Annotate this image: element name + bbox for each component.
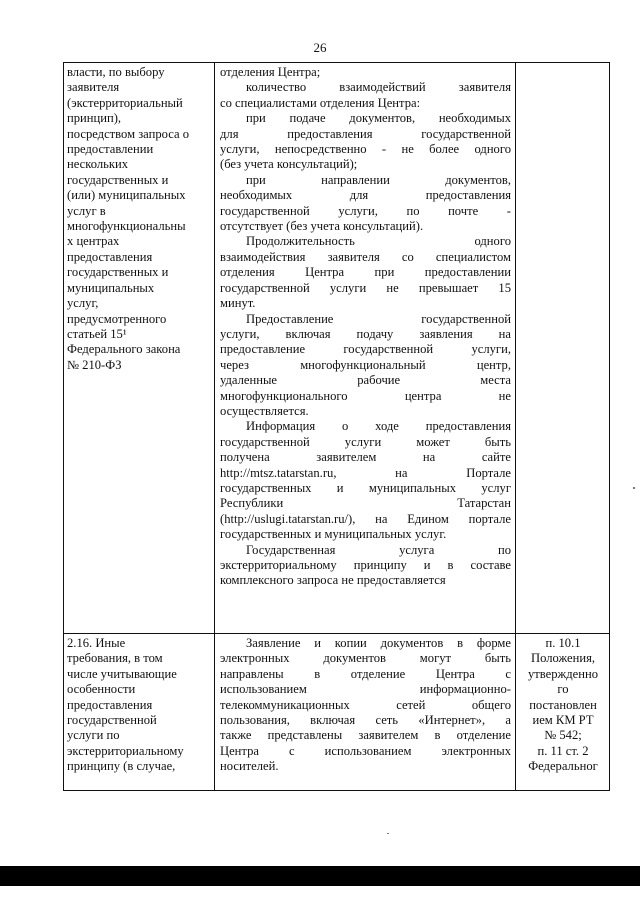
content-paragraph (220, 111, 511, 173)
table-row (64, 63, 610, 634)
content-line: экстерриториальному принципу и в составе (220, 558, 511, 572)
content-line: при подаче документов, необходимых (246, 111, 511, 126)
content-line: предоставление государственной услуги, (220, 342, 511, 357)
reference-line: ием КМ РТ (532, 713, 594, 728)
requirement-line: (или) муниципальных (67, 188, 186, 203)
requirement-line: принципу (в случае, (67, 759, 176, 774)
content-line: комплексного запроса не предоставляется (220, 573, 446, 588)
reference-line: постановлен (529, 697, 597, 712)
requirement-line: услуг, (67, 296, 99, 311)
page-number: 26 (313, 40, 327, 55)
content-line: Центра с использованием электронных (220, 743, 511, 758)
content-line: через многофункциональный центр, (220, 357, 511, 372)
content-line: Предоставление государственной (246, 311, 511, 326)
scan-border (0, 866, 640, 886)
content-line: количество взаимодействий заявителя (246, 80, 511, 95)
content-line: пользования, включая сеть «Интернет», а (220, 713, 511, 728)
content-paragraph (220, 543, 511, 589)
content-line: услуги, включая подачу заявления на (220, 326, 511, 341)
reference-line: Положения, (530, 651, 596, 666)
content-line: носителей. (220, 759, 279, 774)
content-line: взаимодействия заявителя со специалистом (220, 249, 511, 264)
content-line: направлены в отделение Центра с (220, 666, 511, 681)
content-paragraph (220, 636, 511, 775)
content-line: также представлены заявителем в отделение (220, 728, 511, 743)
requirement-line: 2.16. Иные (67, 636, 126, 650)
requirement-line: государственных и (67, 265, 169, 280)
requirement-line: предоставления (67, 249, 153, 264)
requirement-line: экстерриториальному (67, 743, 184, 758)
content-line: (http://uslugi.tatarstan.ru/), на Едином портале (220, 511, 511, 526)
content-line: для предоставления государственной (220, 126, 511, 141)
requirement-line: числе учитывающие (67, 666, 177, 681)
content-line: Заявление и копии документов в форме (246, 636, 511, 650)
table-row (64, 634, 610, 791)
reference-line: утвержденно (527, 666, 599, 681)
content-line: государственной услуги, по почте - (220, 203, 511, 218)
content-line: государственных и муниципальных услуг (220, 480, 511, 495)
reference-line: № 542; (544, 728, 582, 743)
requirements-table (63, 62, 610, 791)
requirement-line: услуг в (67, 203, 106, 218)
reference-line: Федеральног (528, 759, 598, 774)
content-paragraph (220, 80, 511, 111)
requirement-line: (экстерриториальный (67, 95, 183, 110)
content-line: осуществляется. (220, 403, 309, 418)
reference-line: п. 11 ст. 2 (537, 743, 589, 758)
content-paragraph (220, 312, 511, 420)
content-line: при направлении документов, (246, 172, 511, 187)
content-line: отделения Центра; (220, 65, 321, 79)
content-line: отсутствует (без учета консультаций). (220, 219, 424, 234)
requirement-line: нескольких (67, 157, 129, 172)
requirement-line: Федерального закона (67, 342, 181, 357)
requirement-line: многофункциональны (67, 219, 186, 234)
requirement-line: предоставлении (67, 142, 154, 157)
requirement-line: требования, в том (67, 651, 163, 666)
scan-speck (633, 487, 635, 489)
content-line: Продолжительность одного (246, 234, 511, 249)
row1-content-cell (215, 63, 516, 634)
content-line: Информация о ходе предоставления (246, 419, 511, 434)
content-line: необходимых для предоставления (220, 188, 511, 203)
requirement-line: муниципальных (67, 280, 155, 295)
content-line: использованием информационно- (220, 682, 511, 697)
content-paragraph (220, 173, 511, 235)
reference-line: го (557, 682, 569, 697)
row2-content-cell (215, 634, 516, 791)
content-line: услуги, непосредственно - не более одного (220, 142, 511, 157)
content-line: отделения Центра при предоставлении (220, 265, 511, 280)
row2-requirement-cell (64, 634, 215, 791)
row2-reference-cell (516, 634, 610, 791)
requirement-line: государственной (67, 713, 157, 728)
content-line: минут. (220, 296, 256, 311)
content-line: (без учета консультаций); (220, 157, 358, 172)
content-line: http://mtsz.tatarstan.ru, на Портале (220, 465, 511, 480)
content-line: государственной услуги не превышает 15 (220, 280, 511, 295)
requirement-line: заявителя (67, 80, 120, 95)
requirement-line: № 210-ФЗ (67, 357, 122, 372)
content-line: Республики Татарстан (220, 496, 511, 511)
requirement-line: предоставления (67, 697, 153, 712)
content-line: электронных документов могут быть (220, 651, 511, 666)
content-paragraph (220, 234, 511, 311)
content-paragraph (220, 65, 511, 80)
requirement-line: принцип), (67, 111, 122, 126)
row1-reference-cell (516, 63, 610, 634)
row1-requirement-cell (64, 63, 215, 634)
content-line: государственных и муниципальных услуг. (220, 527, 447, 542)
content-line: со специалистами отделения Центра: (220, 95, 421, 110)
requirement-line: х центрах (67, 234, 120, 249)
requirement-line: власти, по выбору (67, 65, 165, 79)
content-line: многофункционального центра не (220, 388, 511, 403)
content-line: удаленные рабочие места (220, 373, 511, 388)
content-line: государственной услуги может быть (220, 434, 511, 449)
content-paragraph (220, 419, 511, 542)
content-line: получена заявителем на сайте (220, 450, 511, 465)
requirement-line: услуги по (67, 728, 120, 743)
scan-speck (387, 833, 389, 834)
reference-line: п. 10.1 (545, 636, 581, 650)
requirement-line: посредством запроса о (67, 126, 190, 141)
content-line: телекоммуникационных сетей общего (220, 697, 511, 712)
content-line: Государственная услуга по (246, 542, 511, 557)
requirement-line: особенности (67, 682, 136, 697)
requirement-line: статьей 15¹ (67, 326, 127, 341)
requirement-line: государственных и (67, 172, 169, 187)
requirement-line: предусмотренного (67, 311, 167, 326)
